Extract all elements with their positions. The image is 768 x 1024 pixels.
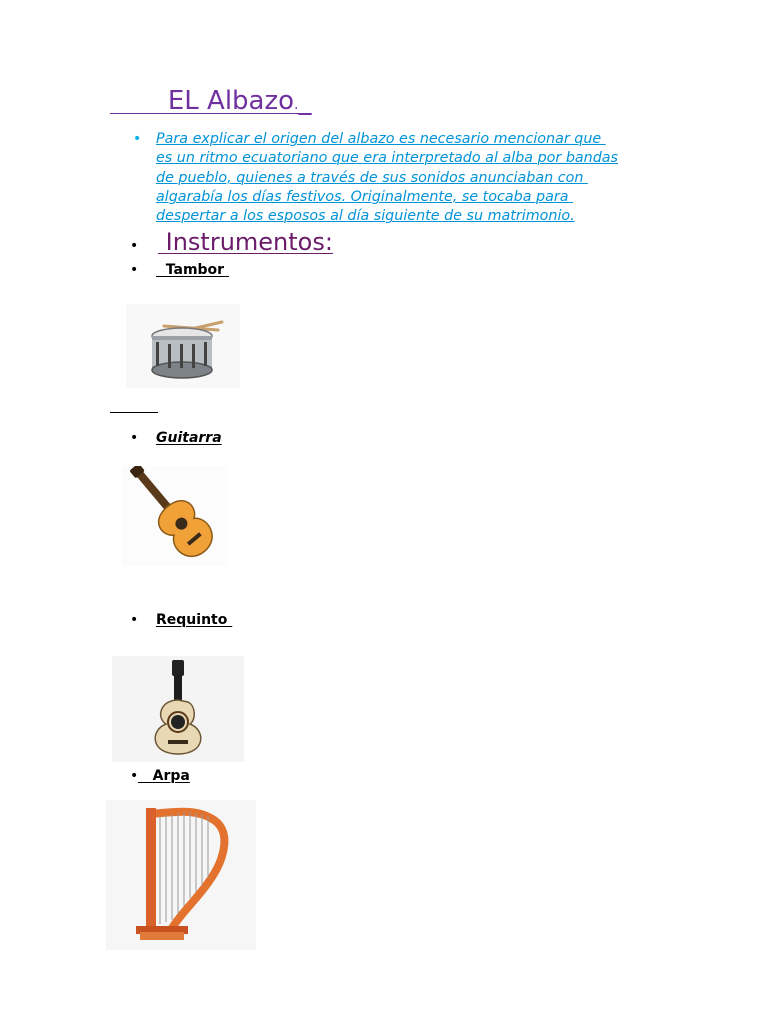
label-guitarra: Guitarra <box>156 430 222 446</box>
tambor-bullet: • <box>130 262 139 278</box>
intro-bullet: • <box>133 131 142 147</box>
heading-bullet: • <box>130 238 139 254</box>
acoustic-guitar-icon <box>122 466 228 566</box>
intro-line[interactable]: despertar a los esposos al día siguiente de su matrimonio. <box>156 208 575 225</box>
guitarra-bullet: • <box>130 430 139 446</box>
harp-icon <box>106 800 256 950</box>
intro-line[interactable]: de pueblo, quienes a través de sus sonidos anunciaban con <box>156 169 588 186</box>
arpa-bullet: • <box>130 768 139 784</box>
intro-line[interactable]: es un ritmo ecuatoriano que era interpretado al alba por bandas <box>156 150 618 167</box>
title-tail: _ <box>298 86 312 116</box>
label-requinto: Requinto <box>156 612 233 628</box>
title-dot: . <box>294 97 299 113</box>
requinto-bullet: • <box>130 612 139 628</box>
label-arpa: Arpa <box>138 768 190 784</box>
intro-line[interactable]: Para explicar el origen del albazo es necesario mencionar que <box>156 131 606 147</box>
divider-rule <box>110 412 158 413</box>
requinto-guitar-icon <box>112 656 244 762</box>
instruments-heading: Instrumentos: <box>158 228 333 256</box>
snare-drum-icon <box>126 304 240 388</box>
intro-paragraph[interactable] <box>156 130 676 226</box>
label-tambor: Tambor <box>156 262 229 278</box>
title-text: EL Albazo <box>110 86 295 116</box>
intro-line[interactable]: algarabía los días festivos. Originalmente, se tocaba para <box>156 188 574 205</box>
document-title <box>110 86 311 116</box>
